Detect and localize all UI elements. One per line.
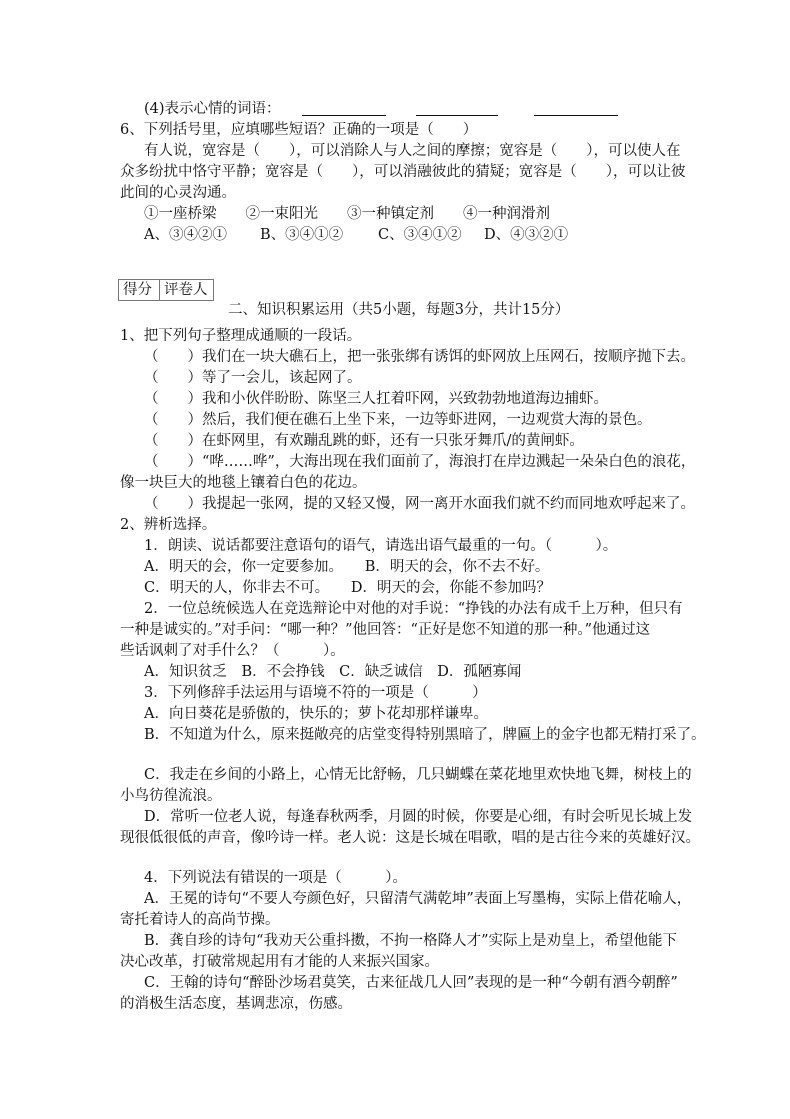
q2-sub1-options-cd: C．明天的人，你非去不可。 D．明天的会，你能不参加吗？ [144,580,551,596]
q2-sub2-line-2: 一种是诚实的。”对手问：“哪一种？”他回答：“正好是您不知道的那一种。”他通过这 [120,622,651,638]
q6-paragraph-line-2: 众多纷扰中恪守平静；宽容是（ ），可以消融彼此的猜疑；宽容是（ ），可以让彼 [120,164,686,180]
q2-sub4-option-c-line-2: 的消极生活态度，基调悲凉，伤感。 [120,996,352,1012]
q1-sentence-3: （ ）我和小伙伴盼盼、陈坚三人扛着吓网，兴致勃勃地道海边捕虾。 [144,391,608,407]
q2-sub2-options: A．知识贫乏 B．不会挣钱 C．缺乏诚信 D．孤陋寡闻 [144,664,522,680]
q2-sub3-option-d-line-1: D．常听一位老人说，每逢春秋两季，月圆的时候，你要是心细，有时会听见长城上发 [144,809,693,825]
q1-sentence-6-line-2: 像一块巨大的地毯上镶着白色的花边。 [120,475,367,491]
answer-blank-2[interactable] [416,115,498,116]
q6-paragraph-line-1: 有人说，宽容是（ ），可以消除人与人之间的摩擦；宽容是（ ），可以使人在 [144,143,681,159]
answer-blank-1[interactable] [302,115,386,116]
q6-option-d: D、④③②① [484,227,569,243]
q2-sub1-options-ab: A．明天的会，你一定要参加。 B．明天的会，你不去不好。 [144,559,550,575]
q1-stem: 1、把下列句子整理成通顺的一段话。 [120,328,362,344]
q1-sentence-2: （ ）等了一会儿，该起网了。 [144,370,362,386]
q2-sub3-stem: 3．下列修辞手法运用与语境不符的一项是（ ） [144,685,487,701]
q6-option-b: B、③④①② [260,227,344,243]
q2-sub4-stem: 4．下列说法有错误的一项是（ ）。 [144,870,407,886]
score-box-divider [159,280,160,300]
q6-stem: 6、下列括号里，应填哪些短语？正确的一项是（ ） [120,122,478,138]
q2-sub4-option-a-line-2: 寄托着诗人的高尚节操。 [120,912,280,928]
q1-sentence-6-line-1: （ ）“哗……哗”，大海出现在我们面前了，海浪打在岸边溅起一朵朵白色的浪花， [144,454,696,470]
q2-sub3-option-c-line-2: 小鸟彷徨流浪。 [120,788,222,804]
score-box [118,279,214,301]
section-2-title: 二、知识积累运用（共5小题，每题3分，共计15分） [228,302,570,318]
q2-sub1-stem: 1．朗读、说话都要注意语句的语气，请选出语气最重的一句。（ ）。 [144,538,618,554]
q1-sentence-5: （ ）在虾网里，有欢蹦乱跳的虾，还有一只张牙舞爪/的黄闸虾。 [144,433,584,449]
q6-option-c: C、③④①② [378,227,462,243]
q1-sentence-7: （ ）我提起一张网，提的又轻又慢，网一离开水面我们就不约而同地欢呼起来了。 [144,496,695,512]
q2-sub2-line-1: 2．一位总统候选人在竞选辩论中对他的对手说：“挣钱的办法有成千上万种，但只有 [144,601,683,617]
q6-phrases: ①一座桥梁 ②一束阳光 ③一种镇定剂 ④一种润滑剂 [144,206,550,222]
q2-sub3-option-c-line-1: C．我走在乡间的小路上，心情无比舒畅，几只蝴蝶在菜花地里欢快地飞舞，树枝上的 [144,767,692,783]
answer-blank-3[interactable] [534,115,618,116]
q2-sub4-option-a-line-1: A．王冕的诗句“不要人夸颜色好，只留清气满乾坤”表面上写墨梅，实际上借花喻人， [144,891,692,907]
grader-label: 评卷人 [164,282,208,298]
q1-sentence-4: （ ）然后，我们便在礁石上坐下来，一边等虾进网，一边观赏大海的景色。 [144,412,652,428]
q2-stem: 2、辨析选择。 [120,517,217,533]
q2-sub3-option-a: A．向日葵花是骄傲的，快乐的；萝卜花却那样谦卑。 [144,706,488,722]
score-label: 得分 [123,282,152,298]
q2-sub3-option-b: B．不知道为什么，原来挺敞亮的店堂变得特别黑暗了，牌匾上的金字也都无精打采了。 [144,727,706,743]
q2-sub4-option-b-line-1: B．龚自珍的诗句“我劝天公重抖擞，不拘一格降人才”实际上是劝皇上，希望他能下 [144,933,677,949]
q2-sub4-option-c-line-1: C．王翰的诗句“醉卧沙场君莫笑，古来征战几人回”表现的是一种“今朝有酒今朝醉” [144,975,678,991]
q2-sub4-option-b-line-2: 决心改革，打破常规起用有才能的人来振兴国家。 [120,954,439,970]
q4-label: (4)表示心情的词语： [144,101,281,117]
q2-sub3-option-d-line-2: 现很低很低的声音，像吟诗一样。老人说：这是长城在唱歌，唱的是古往今来的英雄好汉。 [120,830,700,846]
q1-sentence-1: （ ）我们在一块大礁石上，把一张张绑有诱饵的虾网放上压网石，按顺序抛下去。 [144,349,695,365]
q2-sub2-line-3: 些话讽刺了对手什么？（ ）。 [120,643,345,659]
q6-paragraph-line-3: 此间的心灵沟通。 [120,185,236,201]
q6-option-a: A、③④②① [144,227,227,243]
